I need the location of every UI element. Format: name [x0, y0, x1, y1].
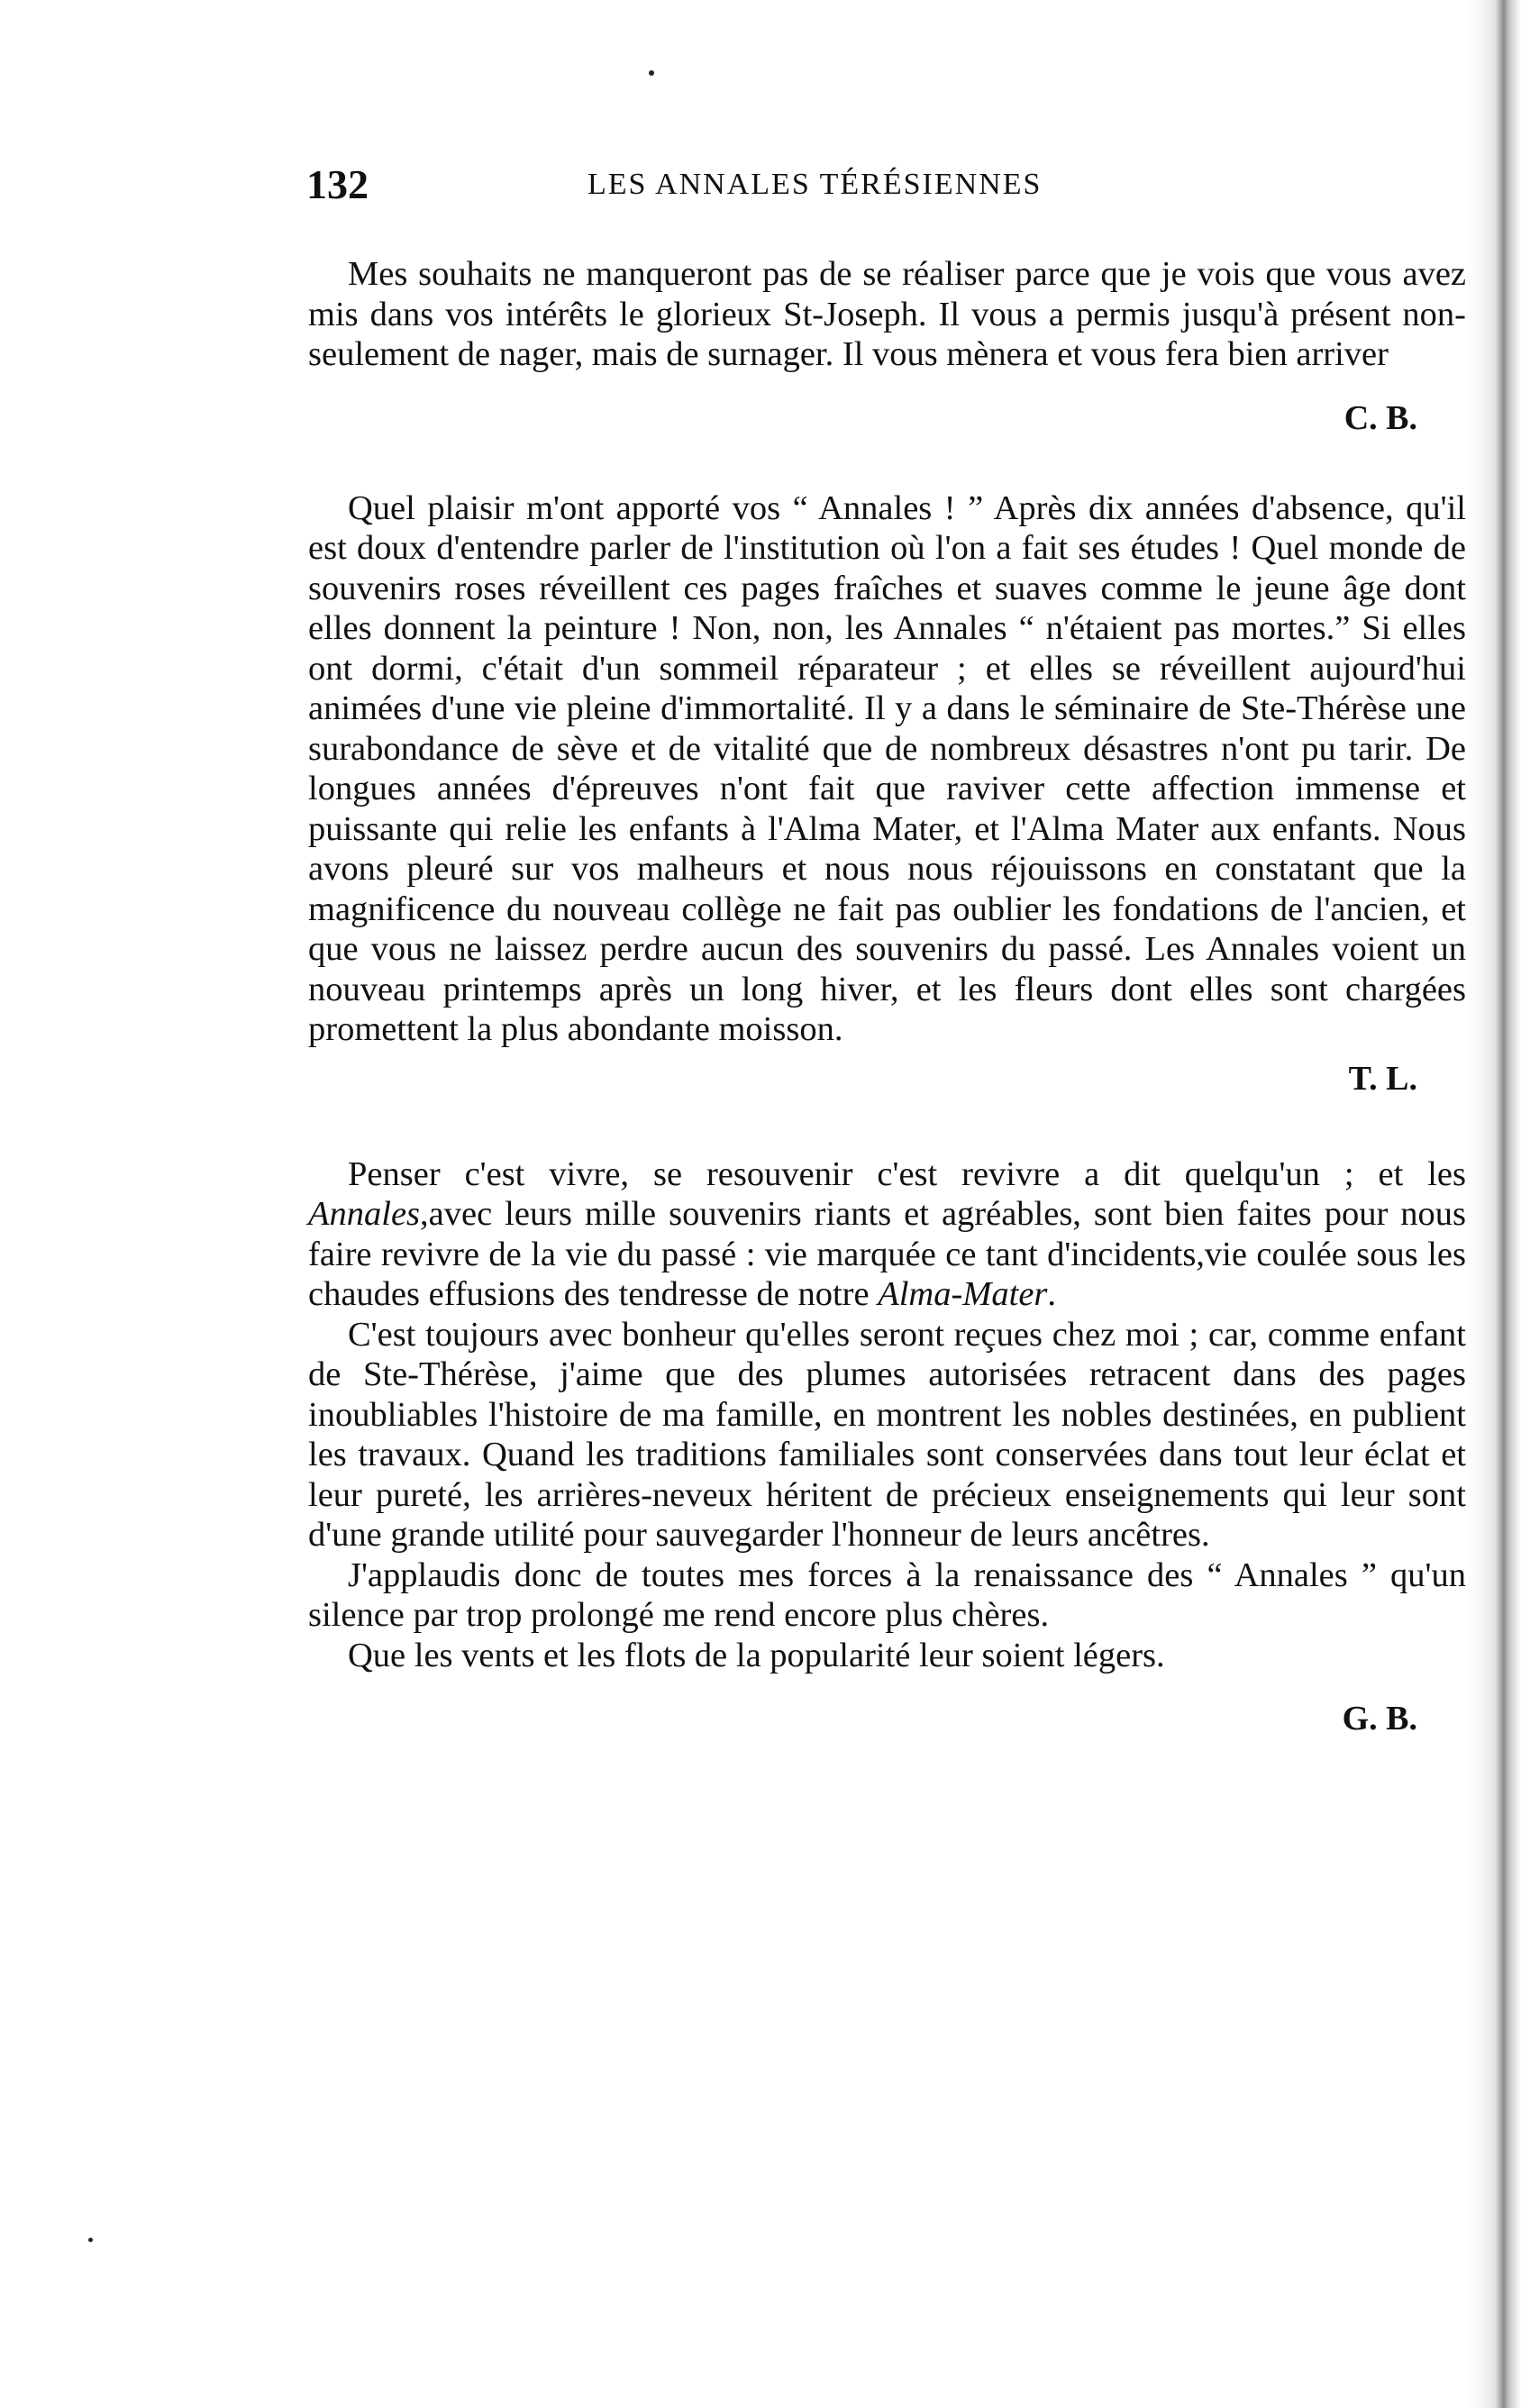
italic-title: Annales	[308, 1195, 421, 1233]
page-header	[306, 160, 1171, 214]
letter	[308, 488, 1466, 1099]
letter	[308, 254, 1466, 438]
paragraph: C'est toujours avec bonheur qu'elles seront reçues chez moi ; car, comme enfant de Ste-Thérèse, j'aime que des plumes autorisées retracent dans des pages inoubliables l'histoire de ma famille, en montrent les nobles destinées, en publient les travaux. Quand les traditions familiales sont conservées dans tout leur éclat et leur pureté, les arrières-neveux héritent de précieux enseignements qui leur sont d'une grande utilité pour sauvegarder l'honneur de leurs ancêtres.	[308, 1315, 1466, 1554]
signature: T. L.	[1348, 1059, 1417, 1098]
running-head: LES ANNALES TÉRÉSIENNES	[587, 168, 1043, 201]
paragraph: Que les vents et les flots de la popularité leur soient légers.	[348, 1636, 1165, 1674]
signature: C. B.	[1343, 398, 1417, 437]
scan-speck	[649, 70, 654, 76]
paragraph: J'applaudis donc de toutes mes forces à la renaissance des “ Annales ” qu'un silence par trop prolongé me rend encore plus chères.	[308, 1555, 1466, 1634]
binding-edge	[1463, 0, 1521, 2408]
scan-speck	[88, 2238, 93, 2242]
paragraph	[308, 1154, 1466, 1315]
italic-title: Alma-Mater	[878, 1275, 1048, 1313]
page-body	[308, 254, 1466, 1738]
paragraph: Mes souhaits ne manqueront pas de se réaliser parce que je vois que vous avez mis dans vos intérêts le glorieux St-Joseph. Il vous a permis jusqu'à présent non-seulement de nager, mais de surnager. Il vous mènera et vous fera bien arriver	[308, 255, 1466, 373]
letter	[308, 1154, 1466, 1739]
text-run: ,avec leurs mille souvenirs riants et agréables, sont bien faites pour nous faire revivre de la vie du passé : vie marquée ce tant d'incidents,vie coulée sous les chaudes effusions des tendresse de notre	[308, 1195, 1466, 1313]
text-run: .	[1047, 1275, 1057, 1313]
paragraph: Quel plaisir m'ont apporté vos “ Annales ! ” Après dix années d'absence, qu'il est doux d'entendre parler de l'institution où l'on a fait ses études ! Quel monde de souvenirs roses réveillent ces pages fraîches et suaves comme le jeune âge dont elles donnent la peinture ! Non, non, les Annales “ n'étaient pas mortes.” Si elles ont dormi, c'était d'un sommeil réparateur ; et elles se réveillent aujourd'hui animées d'une vie pleine d'immortalité. Il y a dans le séminaire de Ste-Thérèse une surabondance de sève et de vitalité que de nombreux désastres n'ont pu tarir. De longues années d'épreuves n'ont fait que raviver cette affection immense et puissante qui relie les enfants à l'Alma Mater, et l'Alma Mater aux enfants. Nous avons pleuré sur vos malheurs et nous nous réjouissons en constatant que la magnificence du nouveau collège ne fait pas oublier les fondations de l'ancien, et que vous ne laissez perdre aucun des souvenirs du passé. Les Annales voient un nouveau printemps après un long hiver, et les fleurs dont elles sont chargées promettent la plus abondante moisson.	[308, 488, 1466, 1048]
text-run: Penser c'est vivre, se resouvenir c'est revivre a dit quelqu'un ; et les	[348, 1154, 1466, 1193]
page-number: 132	[306, 161, 369, 207]
signature: G. B.	[1342, 1700, 1417, 1738]
